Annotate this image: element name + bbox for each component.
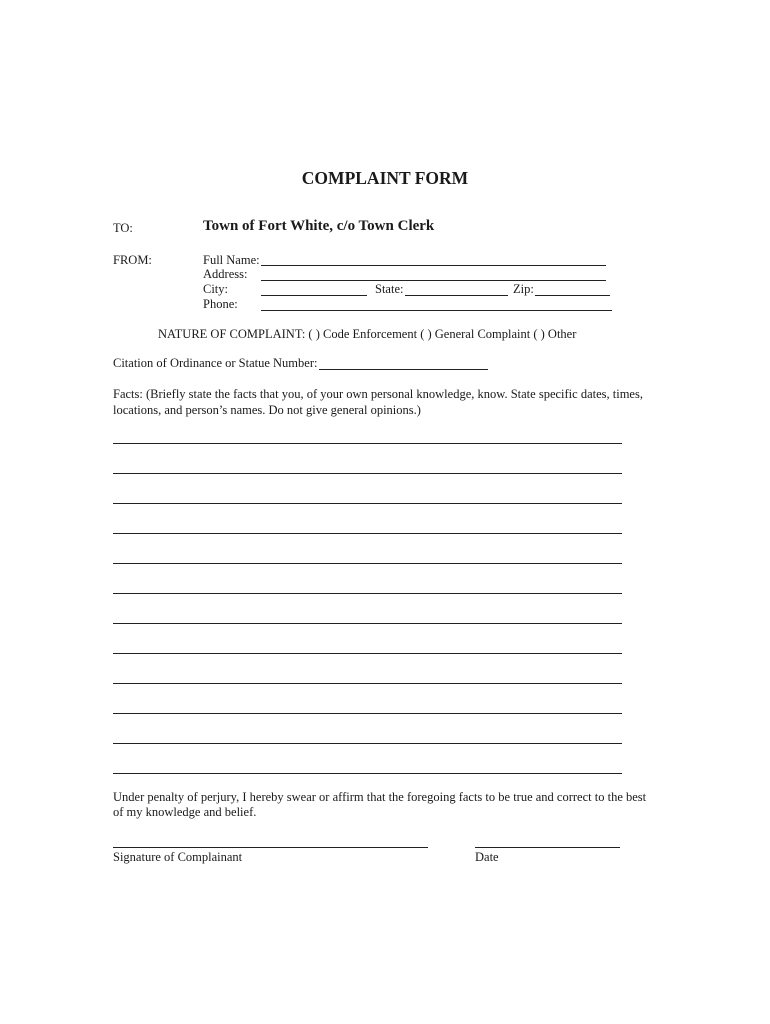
to-label: TO: [113,221,133,235]
facts-instructions: Facts: (Briefly state the facts that you, of your own personal knowledge, know. State specific dates, times, locations, and person’s names. Do not give general opinions.) [113,387,643,417]
facts-line[interactable] [113,533,622,534]
zip-field[interactable] [535,295,610,296]
city-field[interactable] [261,295,367,296]
page-title: COMPLAINT FORM [301,168,469,188]
facts-line[interactable] [113,443,622,444]
signature-field[interactable] [113,847,428,848]
facts-line[interactable] [113,653,622,654]
full-name-field[interactable] [261,265,606,266]
state-field[interactable] [405,295,508,296]
phone-field[interactable] [261,310,612,311]
perjury-statement: Under penalty of perjury, I hereby swear or affirm that the foregoing facts to be true and correct to the best of my knowledge and belief. [113,790,647,819]
facts-line[interactable] [113,773,622,774]
phone-label: Phone: [203,297,238,311]
facts-line[interactable] [113,683,622,684]
citation-label: Citation of Ordinance or Statue Number: [113,356,318,370]
zip-label: Zip: [513,282,534,296]
address-label: Address: [203,267,248,281]
to-recipient: Town of Fort White, c/o Town Clerk [203,218,435,234]
nature-of-complaint-options[interactable]: NATURE OF COMPLAINT: ( ) Code Enforcement ( ) General Complaint ( ) Other [158,327,577,341]
date-field[interactable] [475,847,620,848]
facts-line[interactable] [113,563,622,564]
state-label: State: [375,282,404,296]
from-label: FROM: [113,253,152,267]
facts-line[interactable] [113,503,622,504]
citation-field[interactable] [319,369,488,370]
full-name-label: Full Name: [203,253,260,267]
facts-line[interactable] [113,473,622,474]
facts-line[interactable] [113,623,622,624]
facts-line[interactable] [113,743,622,744]
city-label: City: [203,282,229,296]
date-label: Date [475,850,499,864]
facts-line[interactable] [113,593,622,594]
signature-label: Signature of Complainant [113,850,243,864]
facts-line[interactable] [113,713,622,714]
address-field[interactable] [261,280,606,281]
